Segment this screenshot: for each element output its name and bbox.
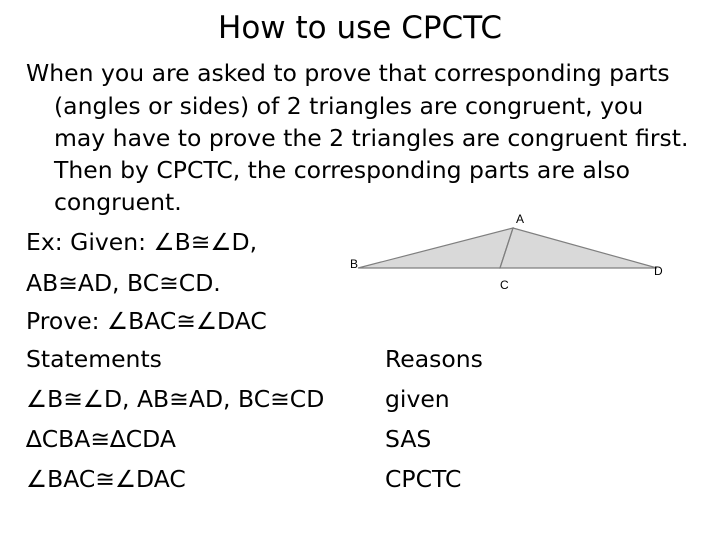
triangle-cda: [500, 228, 657, 268]
vertex-label-a: A: [516, 212, 525, 226]
intro-line-4: Then by CPCTC, the corresponding parts are also: [54, 156, 630, 184]
intro-line-1: When you are asked to prove that corresponding parts: [26, 59, 670, 87]
intro-line-3: may have to prove the 2 triangles are congruent first.: [54, 124, 689, 152]
vertex-label-c: C: [500, 278, 509, 292]
given-line-2: AB≅AD, BC≅CD.: [26, 269, 221, 297]
statements-header: Statements: [26, 345, 162, 373]
vertex-label-b: B: [350, 257, 359, 271]
given-line: Ex: Given: ∠B≅∠D,: [26, 228, 258, 256]
reasons-header: Reasons: [385, 345, 483, 373]
triangle-cba: [358, 228, 513, 268]
reason-row-1: given: [385, 385, 450, 413]
intro-line-5: congruent.: [54, 188, 182, 216]
statement-row-3: ∠BAC≅∠DAC: [26, 465, 186, 493]
reason-row-2: SAS: [385, 425, 432, 453]
statement-row-2: ∆CBA≅∆CDA: [26, 425, 176, 453]
vertex-label-d: D: [654, 264, 663, 278]
prove-line: Prove: ∠BAC≅∠DAC: [26, 307, 267, 335]
intro-line-2: (angles or sides) of 2 triangles are congruent, you: [54, 92, 644, 120]
statement-row-1: ∠B≅∠D, AB≅AD, BC≅CD: [26, 385, 325, 413]
slide-title: How to use CPCTC: [218, 10, 502, 46]
reason-row-3: CPCTC: [385, 465, 462, 493]
